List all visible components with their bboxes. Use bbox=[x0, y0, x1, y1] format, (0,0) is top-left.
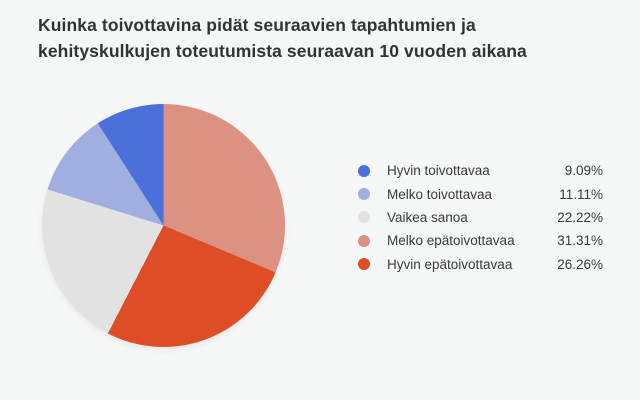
chart-title-line1: Kuinka toivottavina pidät seuraavien tapahtumien ja bbox=[38, 15, 476, 35]
legend-label: Melko toivottavaa bbox=[387, 186, 493, 202]
legend-item bbox=[358, 182, 603, 205]
legend-value: 9.09% bbox=[564, 163, 603, 179]
legend-value: 26.26% bbox=[557, 256, 603, 272]
legend-dot bbox=[358, 258, 370, 270]
legend-value: 22.22% bbox=[557, 209, 603, 225]
legend-item bbox=[358, 206, 603, 229]
legend-dot bbox=[358, 165, 370, 177]
legend-dot bbox=[358, 188, 370, 200]
legend-item bbox=[358, 253, 603, 276]
chart-title-line2: kehityskulkujen toteutumista seuraavan 10 vuoden aikana bbox=[38, 40, 527, 61]
pie-chart bbox=[42, 104, 285, 347]
legend-label: Melko epätoivottavaa bbox=[387, 233, 515, 249]
legend-label: Hyvin epätoivottavaa bbox=[387, 256, 513, 272]
legend-value: 31.31% bbox=[557, 233, 603, 249]
legend-value: 11.11% bbox=[559, 186, 603, 202]
legend-label: Hyvin toivottavaa bbox=[387, 163, 490, 179]
legend-item bbox=[358, 229, 603, 252]
chart-title bbox=[38, 13, 527, 64]
legend-dot bbox=[358, 211, 370, 223]
legend bbox=[358, 159, 603, 276]
legend-dot bbox=[358, 235, 370, 247]
legend-label: Vaikea sanoa bbox=[387, 209, 468, 225]
legend-item bbox=[358, 159, 603, 182]
